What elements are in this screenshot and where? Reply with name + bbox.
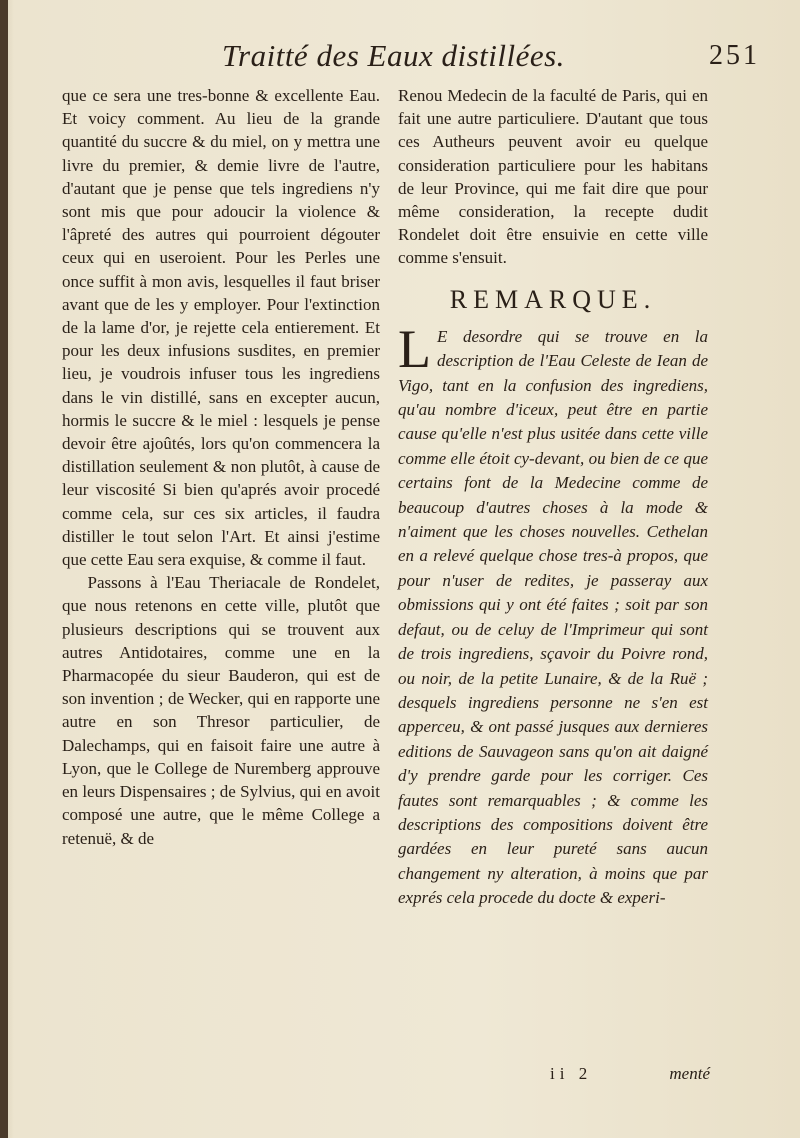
right-paragraph-1: Renou Medecin de la faculté de Paris, qui en fait une autre particuliere. D'autant que tous ces Autheurs peuvent avoir eu quelque consideration particuliere pour les habitans de leur Province, qui me fait dire que pour même consideration, la recepte dudit Rondelet doit être ensuivie en cette ville comme s'ensuit. bbox=[398, 86, 708, 268]
book-spine-edge bbox=[0, 0, 8, 1138]
remarque-paragraph bbox=[398, 318, 708, 911]
catchword: menté bbox=[669, 1064, 710, 1083]
running-title: Traitté des Eaux distillées. bbox=[222, 38, 565, 73]
right-column bbox=[398, 84, 708, 911]
left-paragraph-2: Passons à l'Eau Theriacale de Rondelet, que nous retenons en cette ville, plutôt que plusieurs descriptions qui se trouvent aux autres Antidotaires, comme une en la Pharmacopée du sieur Bauderon, qui est de son invention ; de Wecker, qui en rapporte une autre en son Thresor particulier, de Dalechamps, qui en faisoit faire une autre à Lyon, que le College de Nuremberg approuve en leurs Dispensaires ; de Sylvius, qui en avoit composé une autre, que le même College a retenuë, & de bbox=[62, 573, 380, 848]
remarque-heading: REMARQUE. bbox=[449, 284, 657, 314]
left-paragraph-1: que ce sera une tres-bonne & excellente Eau. Et voicy comment. Au lieu de la grande quantité du succre & du miel, on y mettra une livre du premier, & demie livre de l'autre, d'autant que je pense que tels ingrediens n'y sont mis que pour adoucir la violence & l'âpreté des autres qui pourroient dégouter ceux qui en useroient. Pour les Perles une once suffit à mon avis, lesquelles il faut briser avant que de les y employer. Pour l'extinction de la lame d'or, je rejette cela entierement. Et pour les deux infusions susdites, en premier lieu, je voudrois infuser tous les ingrediens dans le vin distillé, sans en excepter aucun, hormis le succre & le miel : lesquels je pense devoir être ajoûtés, lors qu'on commencera la distillation seulement & non plutôt, à cause de leur viscosité Si bien qu'aprés avoir procedé comme cela, sur ces six articles, il faudra distiller le tout selon l'Art. Et ainsi j'estime que cette Eau sera exquise, & comme il faut. bbox=[62, 86, 380, 570]
left-column bbox=[62, 84, 380, 850]
drop-cap-initial: L bbox=[398, 318, 431, 379]
page-number: 251 bbox=[709, 40, 760, 71]
page-header bbox=[200, 38, 760, 78]
page-footer bbox=[400, 1064, 710, 1088]
signature-mark: ii 2 bbox=[550, 1064, 593, 1083]
remarque-text: E desordre qui se trouve en la description de l'Eau Celeste de Iean de Vigo, tant en la confusion des ingrediens, qu'au nombre d'iceux, peut être en partie cause qu'elle n'est plus usitée dans cette ville comme elle étoit cy-devant, ou bien de ce que certains font de la Medecine comme de beaucoup d'autres choses à la mode & n'aiment que les choses nouvelles. Cethelan en a relevé quelque chose tres-à propos, que pour n'user de redites, je passeray aux obmissions qui y ont été faites ; soit par son defaut, ou de celuy de l'Imprimeur qui sont de trois ingrediens, sçavoir du Poivre rond, ou noir, de la petite Lunaire, & de la Ruë ; desquels ingrediens personne ne s'en est apperceu, & ont passé jusques aux dernieres editions de Sauvageon sans qu'on ait daigné d'y prendre garde pour les corriger. Ces fautes sont remarquables ; & comme les descriptions des compositions doivent être gardées en leur pureté sans aucun changement ny alteration, à moins que par exprés cela procede du docte & experi- bbox=[398, 326, 708, 908]
